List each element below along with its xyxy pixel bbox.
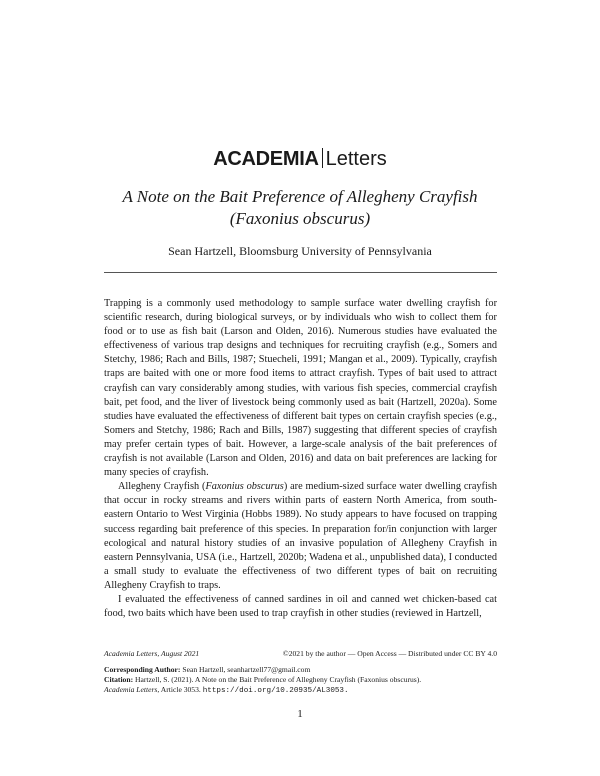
paragraph-2: Allegheny Crayfish (Faxonius obscurus) are medium-sized surface water dwelling crayfish that occur in rocky streams and rivers within parts of eastern North America, from south-eastern Ontario to West Virginia (Hobbs 1989). No study appears to have focused on trapping success regarding bait preference of this species. In preparation for/in conjunction with larger ecological and natural history studies of an invasive population of Allegheny Crayfish in eastern Pennsylvania, USA (i.e., Hartzell, 2020b; Wadena et al., unpublished data), I conducted a small study to evaluate the effectiveness of two different types of bait on recruiting Allegheny Crayfish to traps. xyxy=(104,481,497,591)
paragraph-1: Trapping is a commonly used methodology to sample surface water dwelling crayfish for scientific research, during biological surveys, or by individuals who wish to collect them for food or to use as fish bait (Larson and Olden, 2016). Numerous studies have evaluated the effectiveness of various trap designs and techniques for recruiting crayfish (e.g., Somers and Stetchy, 1986; Rach and Bills, 1987; Stuecheli, 1991; Mangan et al., 2009). Typically, crayfish traps are baited with one or more food items to attract crayfish. Types of bait used to attract crayfish can vary considerably among studies, with various fish species, commercial crayfish bait, pet food, and the liver of livestock being commonly used as bait (Hartzell, 2020a). Some studies have evaluated the effectiveness of different bait types on certain crayfish species (e.g., Somers and Stetchy, 1986; Rach and Bills, 1987) suggesting that different species of crayfish may prefer certain types of bait. However, a large-scale analysis of the bait preferences of crayfish is not available (Larson and Olden, 2016) and data on bait preferences are lacking for many species of crayfish. xyxy=(104,298,497,479)
article-reference: Academia Letters, Article 3053. https://doi.org/10.20935/AL3053. xyxy=(104,685,349,695)
brand-divider xyxy=(322,148,323,168)
journal-issue: Academia Letters, August 2021 xyxy=(104,649,200,658)
species-name: Faxonius obscurus xyxy=(205,481,284,493)
citation: Citation: Hartzell, S. (2021). A Note on the Bait Preference of Allegheny Crayfish (Faxonius obscurus). xyxy=(104,675,422,684)
brand-letters: Letters xyxy=(325,148,387,170)
brand-academia: ACADEMIA xyxy=(213,148,319,170)
header-divider xyxy=(104,272,497,273)
paper-title xyxy=(0,186,600,230)
footer-journal-line xyxy=(104,649,497,659)
page-number: 1 xyxy=(297,708,303,720)
author-line: Sean Hartzell, Bloomsburg University of Pennsylvania xyxy=(168,244,432,258)
paragraph-3: I evaluated the effectiveness of canned sardines in oil and canned wet chicken-based cat food, two baits which have been used to trap crayfish in other studies (reviewed in Hartzell, xyxy=(104,593,497,620)
corresponding-author: Corresponding Author: Sean Hartzell, seanhartzell77@gmail.com xyxy=(104,665,311,674)
article-body xyxy=(104,297,497,621)
author-email[interactable]: Sean Hartzell, seanhartzell77@gmail.com xyxy=(182,665,311,674)
doi-link[interactable]: https://doi.org/10.20935/AL3053. xyxy=(202,687,349,695)
title-line-1: A Note on the Bait Preference of Allegheny Crayfish xyxy=(122,187,478,206)
license-text: ©2021 by the author — Open Access — Distributed under CC BY 4.0 xyxy=(282,649,497,658)
journal-brand xyxy=(0,147,600,171)
title-line-2: (Faxonius obscurus) xyxy=(229,209,371,228)
